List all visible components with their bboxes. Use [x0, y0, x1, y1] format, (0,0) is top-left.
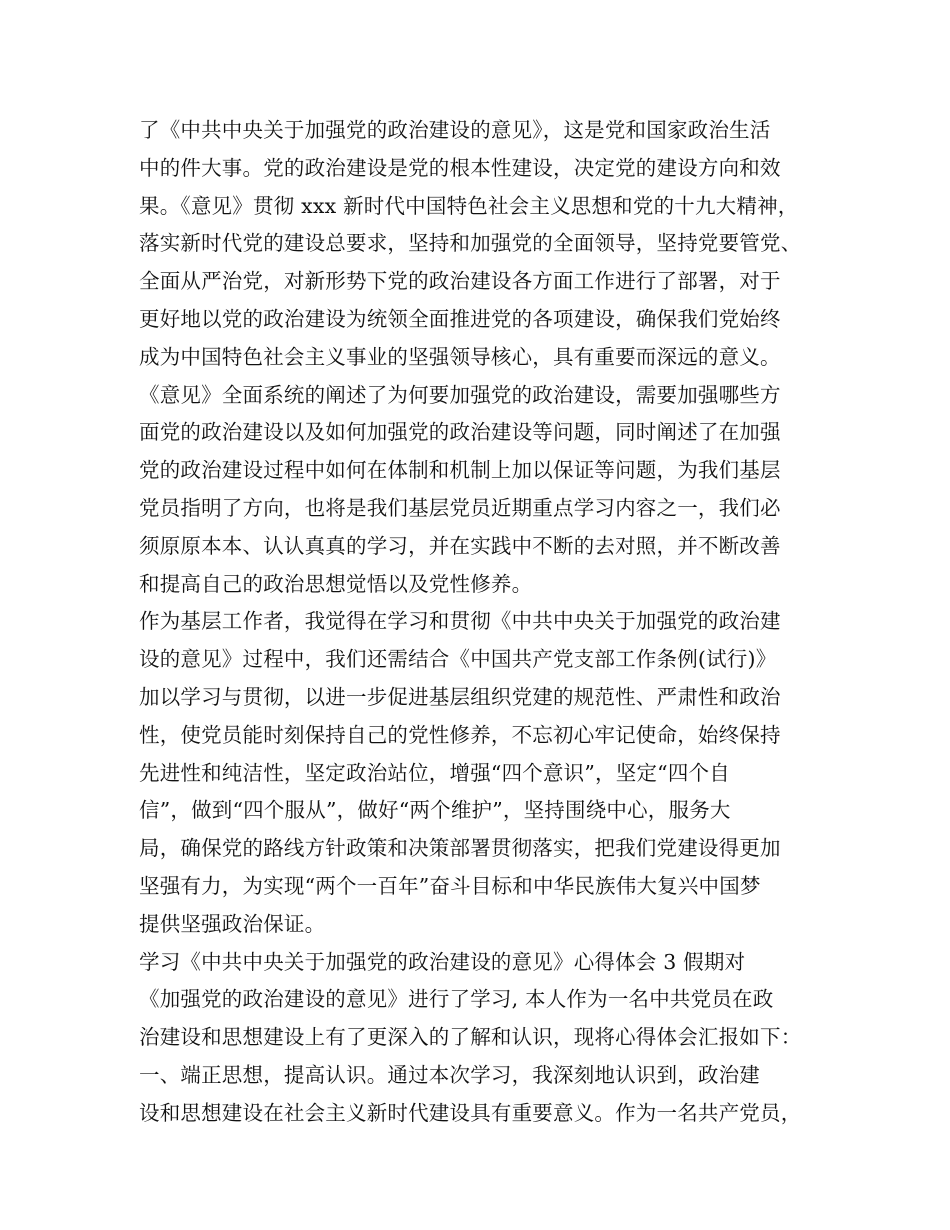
text-line: 成为中国特色社会主义事业的坚强领导核心，具有重要而深远的意义。	[139, 344, 781, 369]
text-line: 加以学习与贯彻，以进一步促进基层组织党建的规范性、严肃性和政治	[139, 684, 781, 709]
text-line: 学习《中共中央关于加强党的政治建设的意见》心得体会 3 假期对	[139, 949, 746, 974]
text-line: 《意见》全面系统的阐述了为何要加强党的政治建设，需要加强哪些方	[139, 382, 781, 407]
text-line: 和提高自己的政治思想觉悟以及党性修养。	[139, 571, 533, 596]
text-line: 须原原本本、认认真真的学习，并在实践中不断的去对照，并不断改善	[139, 533, 781, 558]
text-line: 局，确保党的路线方针政策和决策部署贯彻落实，把我们党建设得更加	[139, 836, 781, 861]
text-line: 党员指明了方向，也将是我们基层党员近期重点学习内容之一，我们必	[139, 495, 781, 520]
text-line: 作为基层工作者，我觉得在学习和贯彻《中共中央关于加强党的政治建	[139, 609, 781, 634]
text-line: 提供坚强政治保证。	[139, 911, 326, 936]
text-line: 先进性和纯洁性，坚定政治站位，增强“四个意识”，坚定“四个自	[139, 760, 730, 785]
text-line: 中的件大事。党的政治建设是党的根本性建设，决定党的建设方向和效	[139, 155, 781, 180]
text-line: 落实新时代党的建设总要求，坚持和加强党的全面领导，坚持党要管党、	[139, 231, 802, 256]
text-line: 设和思想建设在社会主义新时代建设具有重要意义。作为一名共产党员，	[139, 1100, 802, 1125]
document-body	[139, 112, 829, 1133]
text-line: 《加强党的政治建设的意见》进行了学习, 本人作为一名中共党员在政	[139, 987, 774, 1012]
text-line: 设的意见》过程中，我们还需结合《中国共产党支部工作条例(试行)》	[139, 647, 777, 672]
text-line: 性，使党员能时刻保持自己的党性修养，不忘初心牢记使命，始终保持	[139, 722, 781, 747]
text-line: 果。《意见》贯彻 xxx 新时代中国特色社会主义思想和党的十九大精神，	[139, 193, 799, 218]
text-line: 面党的政治建设以及如何加强党的政治建设等问题，同时阐述了在加强	[139, 420, 781, 445]
text-line: 治建设和思想建设上有了更深入的了解和认识，现将心得体会汇报如下：	[139, 1025, 802, 1050]
text-line: 更好地以党的政治建设为统领全面推进党的各项建设，确保我们党始终	[139, 306, 781, 331]
text-line: 全面从严治党，对新形势下党的政治建设各方面工作进行了部署，对于	[139, 269, 781, 294]
text-line: 一、端正思想，提高认识。通过本次学习，我深刻地认识到，政治建	[139, 1062, 760, 1087]
text-line: 党的政治建设过程中如何在体制和机制上加以保证等问题，为我们基层	[139, 458, 781, 483]
text-line: 了《中共中央关于加强党的政治建设的意见》，这是党和国家政治生活	[139, 118, 771, 142]
text-line: 信”，做到“四个服从”，做好“两个维护”，坚持围绕中心，服务大	[139, 798, 731, 823]
text-line: 坚强有力，为实现“两个一百年”奋斗目标和中华民族伟大复兴中国梦	[139, 873, 761, 898]
